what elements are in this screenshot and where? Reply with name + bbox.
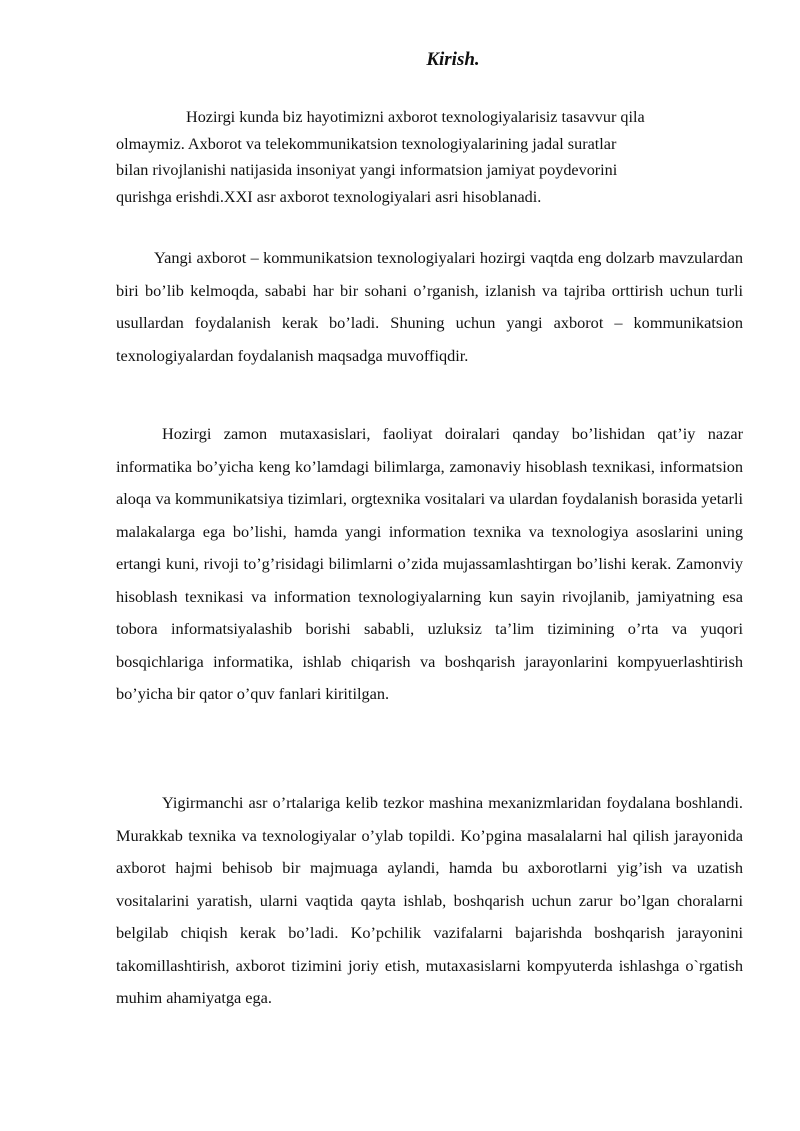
intro-paragraph xyxy=(116,104,746,211)
intro-line: bilan rivojlanishi natijasida insoniyat yangi informatsion jamiyat poydevorini xyxy=(116,161,618,180)
intro-line: olmaymiz. Axborot va telekommunikatsion texnologiyalarining jadal suratlar xyxy=(116,134,617,153)
page-title: Kirish. xyxy=(426,49,480,70)
intro-line: qurishga erishdi.XXI asr axborot texnologiyalari asri hisoblanadi. xyxy=(116,188,542,207)
body-paragraph: Yangi axborot – kommunikatsion texnologiyalari hozirgi vaqtda eng dolzarb mavzulardan biri bo’lib kelmoqda, sababi har bir sohani o’rganish, izlanish va tajriba orttirish uchun turli usullardan foydalanish kerak bo’ladi. Shuning uchun yangi axborot – kommunikatsion texnologiyalardan foydalanish maqsadga muvoffiqdir. xyxy=(116,248,743,365)
body-paragraph: Yigirmanchi asr o’rtalariga kelib tezkor mashina mexanizmlaridan foydalana boshlandi. Murakkab texnika va texnologiyalar o’ylab topildi. Ko’pgina masalalarni hal qilish jarayonida axborot hajmi behisob bir majmuaga aylandi, hamda bu axborotlarni yig’ish va uzatish vositalarini yaratish, ularni vaqtida qayta ishlab, boshqarish uchun zarur bo’lgan choralarni belgilab chiqish kerak bo’ladi. Ko’pchilik vazifalarni bajarishda boshqarish jarayonini takomillashtirish, axborot tizimini joriy etish, mutaxasislarni kompyuterda ishlashga o`rgatish muhim ahamiyatga ega. xyxy=(116,793,743,1007)
intro-line: Hozirgi kunda biz hayotimizni axborot texnologiyalarisiz tasavvur qila xyxy=(186,108,645,126)
body-paragraph: Hozirgi zamon mutaxasislari, faoliyat doiralari qanday bo’lishidan qat’iy nazar informatika bo’yicha keng ko’lamdagi bilimlarga, zamonaviy hisoblash texnikasi, informatsion aloqa va kommunikatsiya tizimlari, orgtexnika vositalari va ulardan foydalanish borasida yetarli malakalarga ega bo’lishi, hamda yangi information texnika va texnologiya asoslarini uning ertangi kuni, rivoji to’g’risidagi bilimlarni o’zida mujassamlashtirgan bo’lishi kerak. Zamonviy hisoblash texnikasi va information texnologiyalarning kun sayin rivojlanib, jamiyatning esa tobora informatsiyalashib borishi sababli, uzluksiz ta’lim tizimining o’rta va yuqori bosqichlariga informatika, ishlab chiqarish va boshqarish jarayonlarini kompyuerlashtirish bo’yicha bir qator o’quv fanlari kiritilgan. xyxy=(116,424,743,703)
